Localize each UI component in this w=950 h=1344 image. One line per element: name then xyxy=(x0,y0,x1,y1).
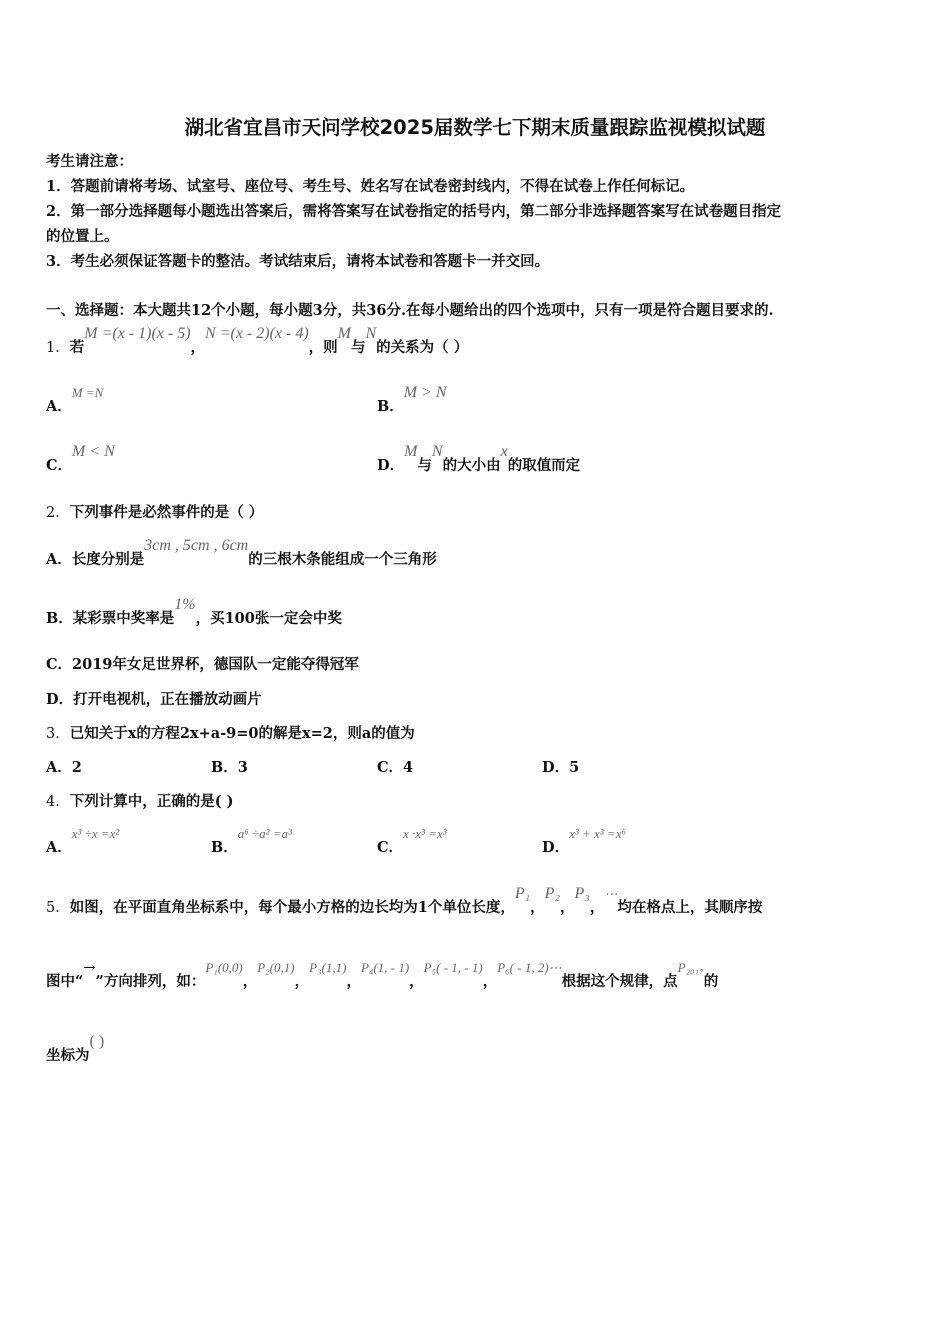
option-a: A．x³ ÷x =x² xyxy=(46,826,120,856)
math-expression: a⁶ ÷a² =a³ xyxy=(237,826,292,841)
question-number: 4． xyxy=(46,794,70,810)
question-4: 4．下列计算中，正确的是( ) xyxy=(46,793,234,810)
option-a: A．M =N xyxy=(46,385,104,415)
option-a: A．2 xyxy=(46,759,82,776)
option-b: B．a⁶ ÷a² =a³ xyxy=(211,826,292,856)
option-b: B．某彩票中奖率是1%，买100张一定会中奖 xyxy=(46,596,342,627)
notice-item: 1．答题前请将考场、试室号、座位号、考生号、姓名写在试卷密封线内，不得在试卷上作任何标记。 xyxy=(46,178,695,195)
notice-heading: 考生请注意： xyxy=(46,153,133,170)
option-d: D．打开电视机，正在播放动画片 xyxy=(46,691,262,708)
question-number: 3． xyxy=(46,726,70,742)
answer-blank: ( ) xyxy=(89,1033,105,1050)
option-b: B．3 xyxy=(211,759,248,776)
notice-item: 2．第一部分选择题每小题选出答案后，需将答案写在试卷指定的括号内，第二部分非选择题答案写在试卷题目指定 xyxy=(46,203,782,220)
question-number: 1． xyxy=(46,340,70,356)
question-1: 1．若M =(x - 1)(x - 5)，N =(x - 2)(x - 4)，则M与N的关系为（ ） xyxy=(46,325,469,356)
math-expression: M =(x - 1)(x - 5) xyxy=(84,325,191,342)
math-expression: N =(x - 2)(x - 4) xyxy=(205,325,309,342)
option-d: D．M与N的大小由x的取值而定 xyxy=(377,443,581,474)
option-c: C．x ·x³ =x³ xyxy=(377,826,447,856)
notice-item: 3．考生必须保证答题卡的整洁。考试结束后，请将本试卷和答题卡一并交回。 xyxy=(46,253,550,270)
math-expression: M =N xyxy=(71,385,104,400)
math-expression: 1% xyxy=(174,596,196,613)
option-c: C．M < N xyxy=(46,443,115,474)
option-c: C．2019年女足世界杯，德国队一定能夺得冠军 xyxy=(46,656,359,673)
math-expression: x ·x³ =x³ xyxy=(403,826,447,841)
arrow-icon: → xyxy=(83,960,96,976)
page-title: 湖北省宜昌市天问学校2025届数学七下期末质量跟踪监视模拟试题 xyxy=(184,116,766,139)
question-5-line-2: 图中“→”方向排列，如：P₁(0,0)，P₂(0,1)，P₃(1,1)，P₄(1, - 1)，P₅( - 1, - 1)，P₆( - 1, 2)⋯根据这个规律，点P₂₀₁₇的 xyxy=(46,960,719,990)
question-5: 5．如图，在平面直角坐标系中，每个最小方格的边长均为1个单位长度，P₁，P₂，P₃，⋯均在格点上，其顺序按 xyxy=(46,885,763,916)
question-number: 5． xyxy=(46,900,70,916)
notice-item: 的位置上。 xyxy=(46,228,119,245)
question-number: 2． xyxy=(46,505,70,521)
math-expression: x³ + x³ =x⁶ xyxy=(569,826,626,841)
math-expression: x³ ÷x =x² xyxy=(71,826,120,841)
option-d: D．5 xyxy=(542,759,580,776)
option-b: B．M > N xyxy=(377,384,447,415)
math-expression: M < N xyxy=(72,443,115,460)
question-3: 3．已知关于x的方程2x+a-9=0的解是x=2，则a的值为 xyxy=(46,725,415,742)
question-2: 2．下列事件是必然事件的是（ ） xyxy=(46,504,264,521)
option-a: A．长度分别是3cm , 5cm , 6cm的三根木条能组成一个三角形 xyxy=(46,537,437,568)
math-expression: N xyxy=(365,325,377,342)
option-c: C．4 xyxy=(377,759,414,776)
option-d: D．x³ + x³ =x⁶ xyxy=(542,826,626,856)
section-heading: 一、选择题：本大题共12个小题，每小题3分，共36分.在每小题给出的四个选项中，只有一项是符合题目要求的. xyxy=(46,302,774,319)
math-expression: 3cm , 5cm , 6cm xyxy=(144,537,249,554)
question-5-line-3: 坐标为( ) xyxy=(46,1033,105,1064)
math-expression: M > N xyxy=(403,384,447,401)
math-expression: M xyxy=(337,325,351,342)
